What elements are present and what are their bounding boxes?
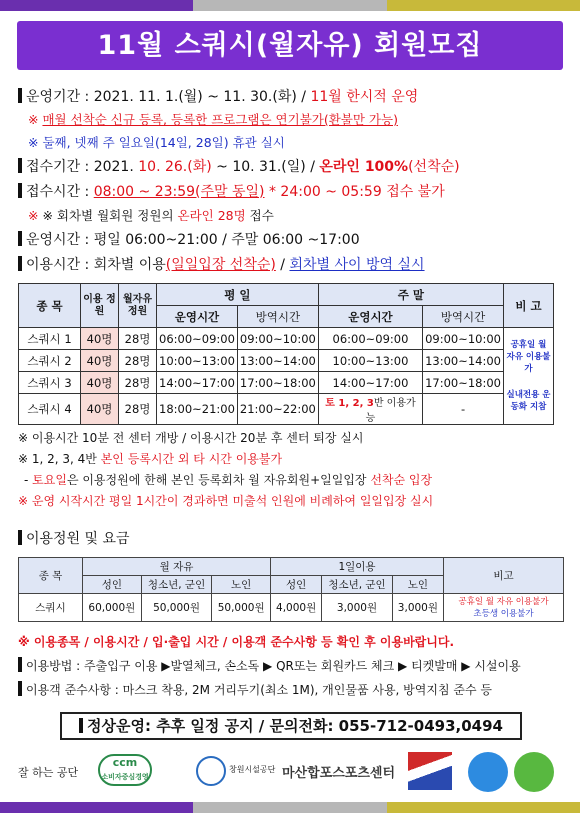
contact-box: 정상운영: 추후 일정 공지 / 문의전화: 055-712-0493,0494: [60, 712, 522, 740]
top-stripe: [0, 0, 580, 11]
slogan: 잘 하는 공단: [18, 766, 79, 779]
corp-name: 창원시설공단: [229, 765, 276, 774]
after-line-1: ※ 이용시간 10분 전 센터 개방 / 이용시간 20분 후 센터 퇴장 실시: [18, 431, 364, 445]
table-row: 스쿼시 2 40명 28명 10:00~13:00 13:00~14:00 10:00~13:00 13:00~14:00: [19, 350, 554, 372]
use-time-line: 이용시간 : 회차별 이용(일일입장 선착순) / 회차별 사이 방역 실시: [18, 256, 425, 274]
note-line-2: ※ 둘째, 넷째 주 일요일(14일, 28일) 휴관 실시: [28, 135, 285, 150]
rules-line: 이용객 준수사항 : 마스크 착용, 2M 거리두기(최소 1M), 개인물품 사용, 방역지침 준수 등: [18, 681, 492, 699]
footer: [0, 752, 580, 796]
reg-time-line: 접수시간 : 08:00 ~ 23:59(주말 동일) * 24:00 ~ 05:59 접수 불가: [18, 183, 445, 201]
fee-title: 이용정원 및 요금: [18, 530, 130, 548]
table-row: 스쿼시 4 40명 28명 18:00~21:00 21:00~22:00 토 1, 2, 3반 이용가능 -: [19, 394, 554, 425]
mascot-green-icon: [514, 752, 554, 792]
period-line: 운영기간 : 2021. 11. 1.(월) ~ 11. 30.(화) / 11월 한시적 운영: [18, 88, 418, 106]
after-line-3: - 토요일은 이용정원에 한해 본인 등록회차 월 자유회원+일일입장 선착순 입장: [24, 473, 433, 487]
note-line-1: ※ 매월 선착순 신규 등록, 등록한 프로그램은 연기불가(환불만 가능): [28, 112, 398, 127]
reg-period-line: 접수기간 : 2021. 10. 26.(화) ~ 10. 31.(일) / 온라인 100%(선착순): [18, 158, 460, 176]
corp-logo-icon: [196, 756, 226, 786]
notice-line: ※ 이용종목 / 이용시간 / 입·출입 시간 / 이용객 준수사항 등 확인 후 이용바랍니다.: [18, 635, 455, 649]
bottom-stripe: [0, 802, 580, 813]
table-row: 스쿼시 60,000원 50,000원 50,000원 4,000원 3,000원 3,000원 공휴일 월 자유 이용불가 초등생 이용불가: [19, 594, 564, 622]
page-title: 11월 스쿼시(월자유) 회원모집: [17, 21, 563, 70]
method-line: 이용방법 : 주출입구 이용 ▶발열체크, 손소독 ▶ QR또는 회원카드 체크 ▶ 티켓발매 ▶ 시설이용: [18, 657, 521, 675]
note-line-3: ※ ※ 회차별 월회원 정원의 온라인 28명 접수: [28, 208, 274, 223]
op-time-line: 운영시간 : 평일 06:00~21:00 / 주말 06:00 ~17:00: [18, 231, 360, 249]
table-row: 스쿼시 1 40명 28명 06:00~09:00 09:00~10:00 06:00~09:00 09:00~10:00 공휴일 월 자유 이용불가 실내전용 운동화 지참: [19, 328, 554, 350]
center-name: 마산합포스포츠센터: [282, 766, 396, 781]
flag-icon: [408, 752, 452, 790]
schedule-table: 종 목 이용 정원 월자유 정원 평 일 주 말 비 고 운영시간 방역시간 운영시간 방역시간 스쿼시 1 40명 28명 06:00~09:00 09:00~10:00 06:00~09:00 09:00~10:00 공휴일 월 자유 이용불가 실내전용 운동화 지참 스쿼시 2 40명 28명 10:00~13:00 13:00~14:00 10:00~13:00 13:00~14:00 스쿼시 3 40명 28명 14:00~17:00 17:00~18:00 14:00~17:00 17:00~18:00 스쿼시 4 40명 28명 18:00~21:00 21:00~22:00 토 1, 2, 3반 이용가능 -: [18, 283, 554, 425]
after-line-2: ※ 1, 2, 3, 4반 본인 등록시간 외 타 시간 이용불가: [18, 452, 283, 466]
fee-table: 종 목 월 자유 1일이용 비고 성인 청소년, 군인 노인 성인 청소년, 군인 노인 스쿼시 60,000원 50,000원 50,000원 4,000원 3,000원 3,000원 공휴일 월 자유 이용불가 초등생 이용불가: [18, 557, 564, 622]
mascot-blue-icon: [468, 752, 508, 792]
ccm-logo: ccm 소비자중심경영: [98, 754, 152, 786]
after-line-4: ※ 운영 시작시간 평일 1시간이 경과하면 미출석 인원에 비례하여 일일입장 실시: [18, 494, 434, 508]
table-row: 스쿼시 3 40명 28명 14:00~17:00 17:00~18:00 14:00~17:00 17:00~18:00: [19, 372, 554, 394]
